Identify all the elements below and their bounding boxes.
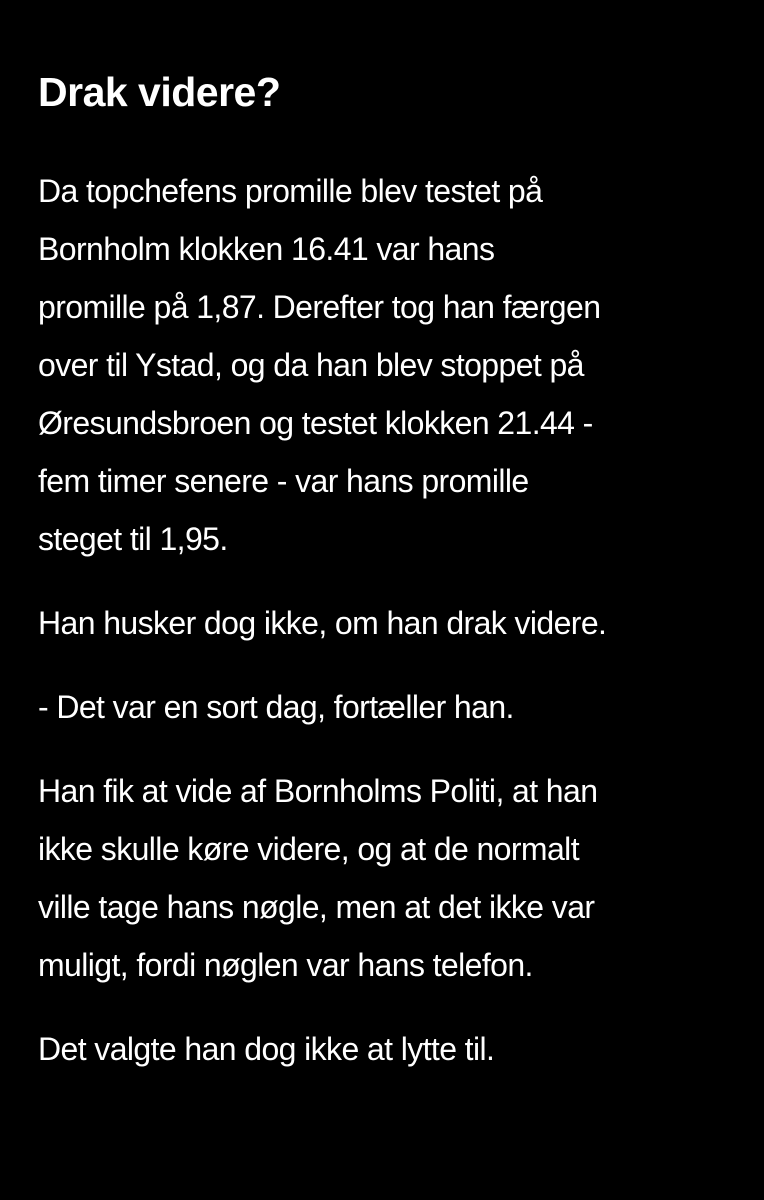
article-body: [38, 62, 738, 1078]
paragraph-line: fem timer senere - var hans promille: [38, 463, 529, 499]
paragraph-line: Bornholm klokken 16.41 var hans: [38, 231, 495, 267]
paragraph-line: - Det var en sort dag, fortæller han.: [38, 689, 514, 725]
paragraph-police: [38, 762, 738, 994]
paragraph-line: Han fik at vide af Bornholms Politi, at han: [38, 773, 598, 809]
paragraph-line: Øresundsbroen og testet klokken 21.44 -: [38, 405, 593, 441]
paragraph-line: Da topchefens promille blev testet på: [38, 173, 543, 209]
paragraph-line: promille på 1,87. Derefter tog han færgen: [38, 289, 601, 325]
paragraph-line: over til Ystad, og da han blev stoppet på: [38, 347, 584, 383]
paragraph-line: ville tage hans nøgle, men at det ikke var: [38, 889, 595, 925]
paragraph-line: ikke skulle køre videre, og at de normalt: [38, 831, 579, 867]
section-heading: Drak videre?: [38, 69, 281, 115]
paragraph-line: Det valgte han dog ikke at lytte til.: [38, 1031, 495, 1067]
paragraph-line: Han husker dog ikke, om han drak videre.: [38, 605, 607, 641]
paragraph-conclusion: [38, 1020, 738, 1078]
paragraph-promille-test: [38, 162, 738, 568]
paragraph-memory: [38, 594, 738, 652]
paragraph-line: steget til 1,95.: [38, 521, 228, 557]
paragraph-line: muligt, fordi nøglen var hans telefon.: [38, 947, 533, 983]
paragraph-quote: [38, 678, 738, 736]
